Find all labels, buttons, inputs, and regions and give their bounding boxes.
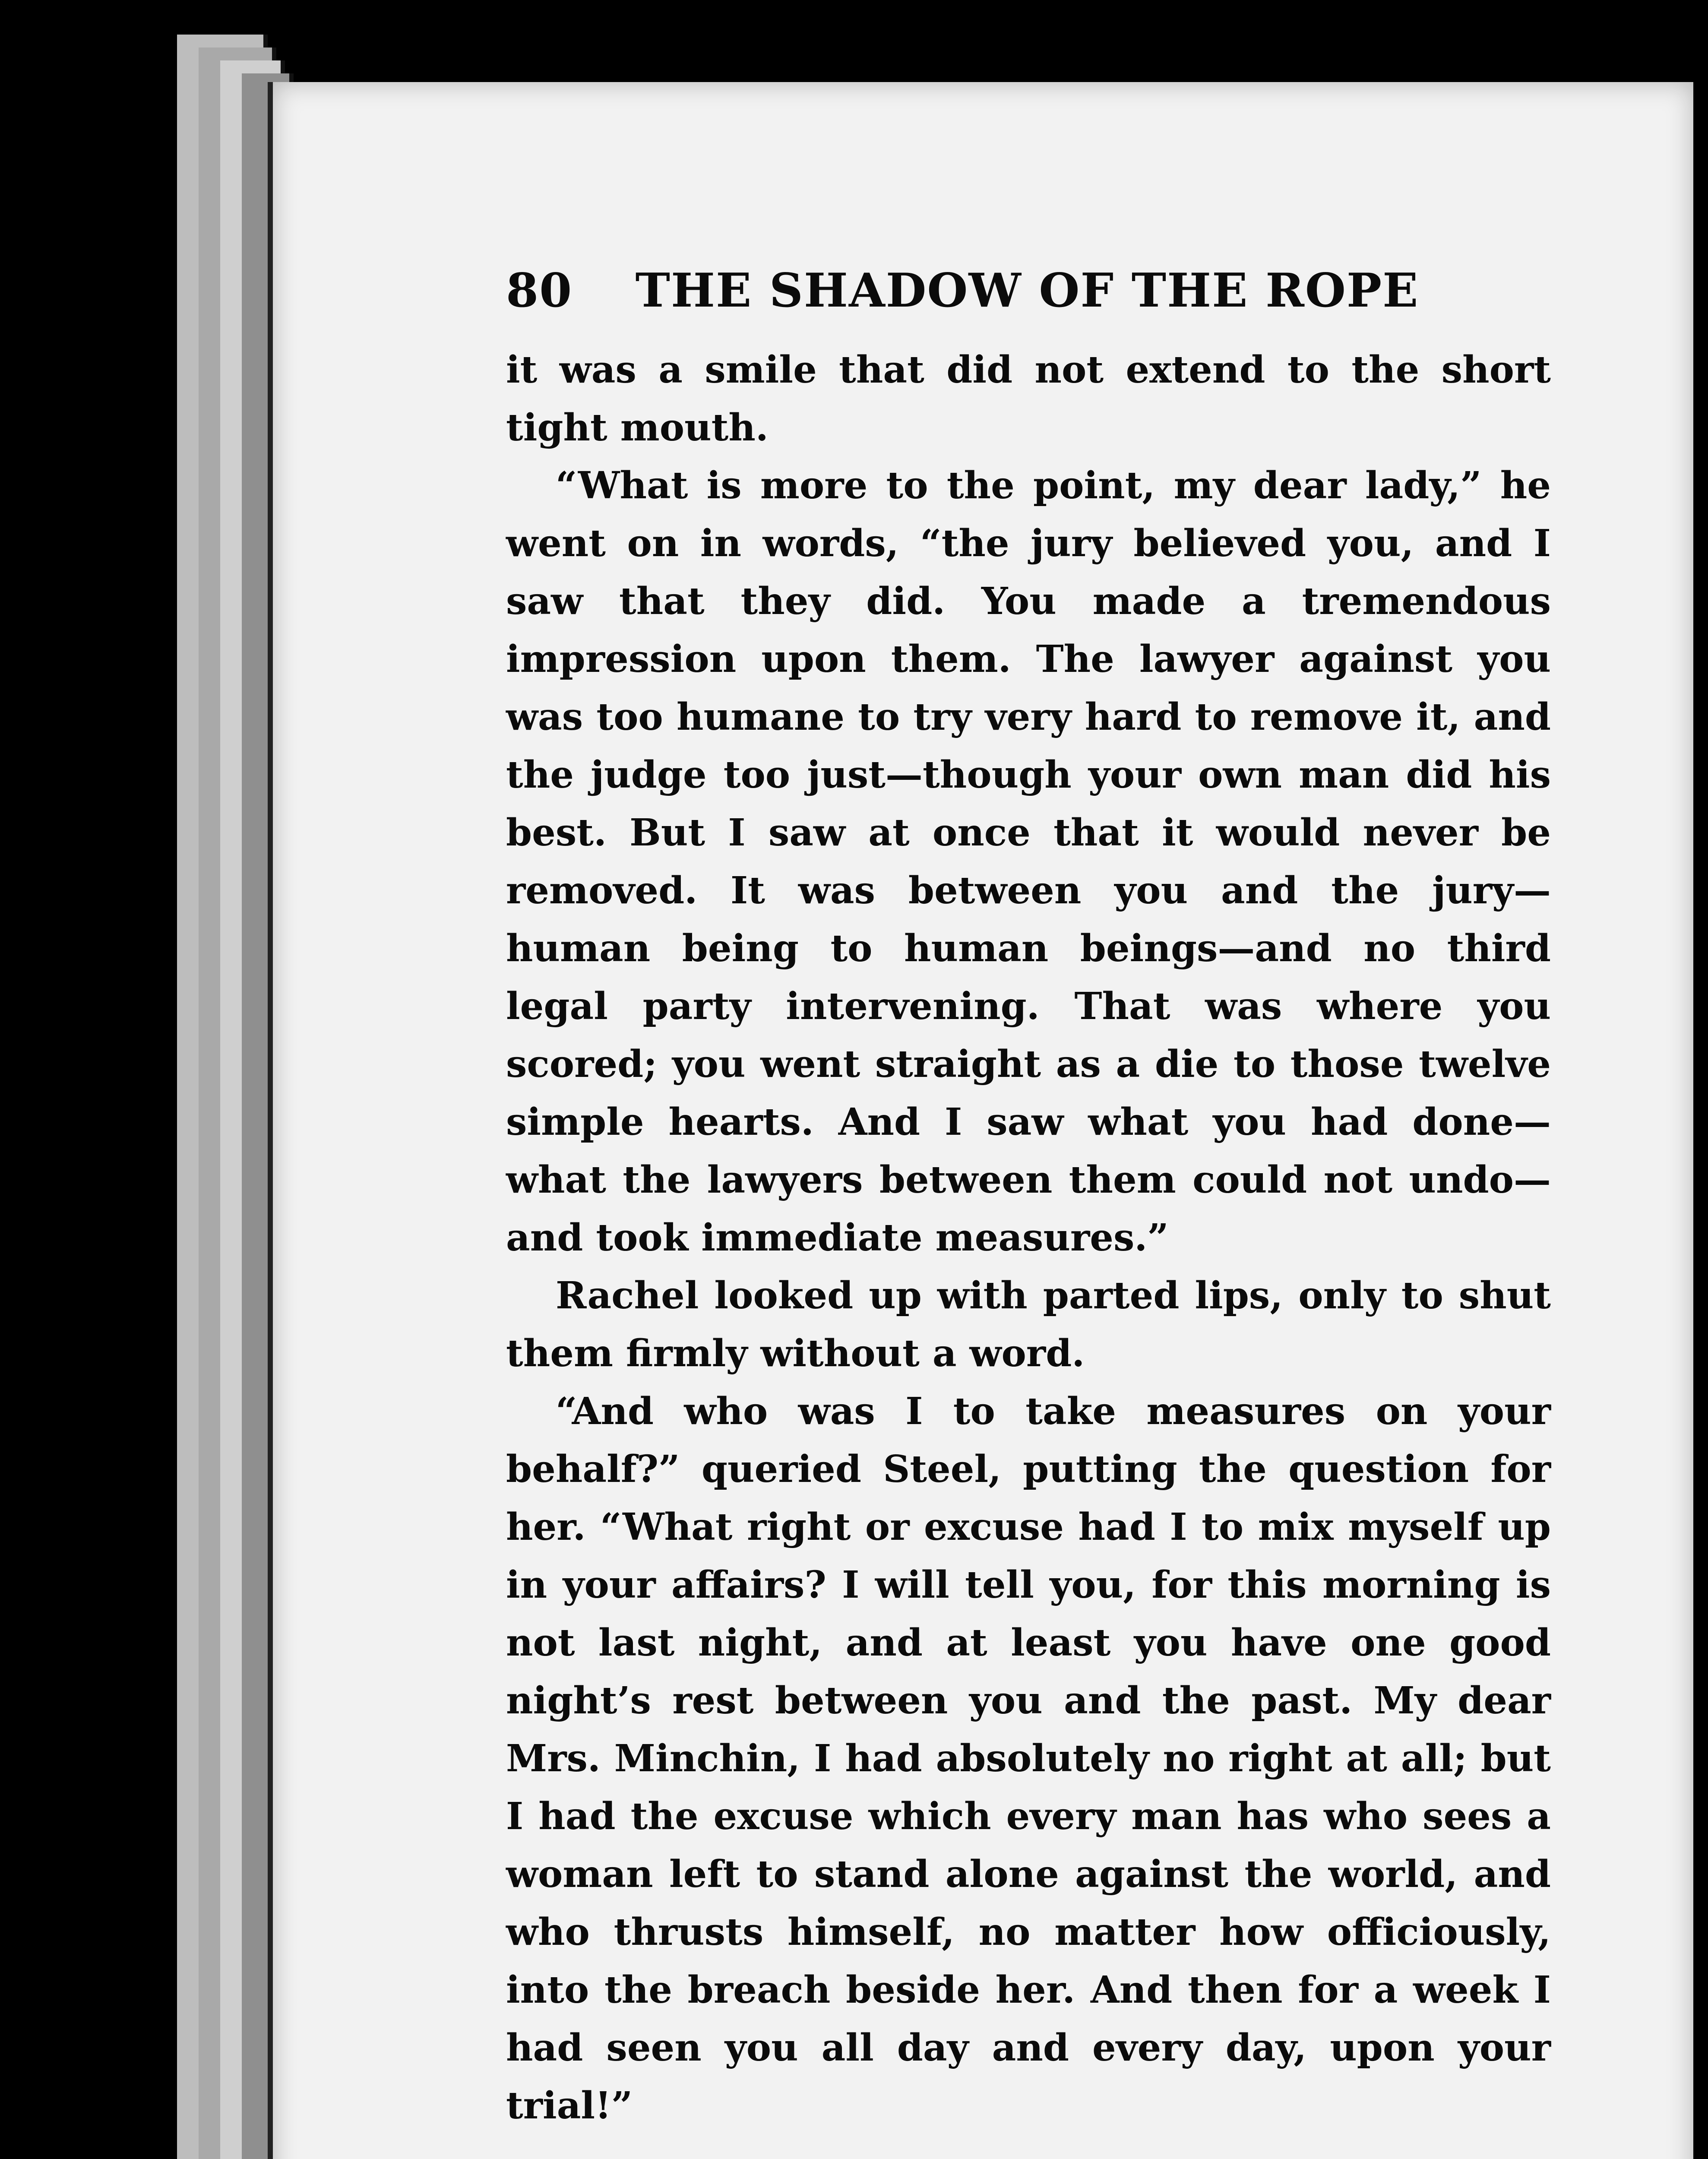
paragraph: it was a smile that did not extend to the short tight mouth. — [506, 348, 1551, 450]
paragraph: “What is more to the point, my dear lady,” he went on in words, “the jury believed you, and I saw that they did. You made a tremendous impression upon them. The lawyer against you was too humane to try very hard to remove it, and the judge too just—though your own man did his best. But I saw at once that it would never be removed. It was between you and the jury—human being to human beings—and no third legal party intervening. That was where you scored; you went straight as a die to those twelve simple hearts. And I saw what you had done—what the lawyers between them could not undo—and took immediate measures.” — [506, 464, 1551, 1260]
book-title: THE SHADOW OF THE ROPE — [635, 263, 1419, 318]
paragraph: Rachel looked up with parted lips, only to shut them firmly without a word. — [506, 1274, 1551, 1375]
paragraph: “And who was I to take measures on your behalf?” queried Steel, putting the question for her. “What right or excuse had I to mix myself up in your affairs? I will tell you, for this morning is not last night, and at least you have one good night’s rest between you and the past. My dear Mrs. Minchin, I had absolutely no right at all; but I had the excuse which every man has who sees a woman left to stand alone against the world, and who thrusts himself, no matter how officiously, into the breach beside her. And then for a week I had seen you all day and every day, upon your trial!” — [506, 1390, 1551, 2127]
body-text — [506, 341, 1551, 2135]
running-head — [506, 263, 1603, 332]
book-page — [268, 82, 1693, 2159]
page-number: 80 — [506, 263, 573, 318]
